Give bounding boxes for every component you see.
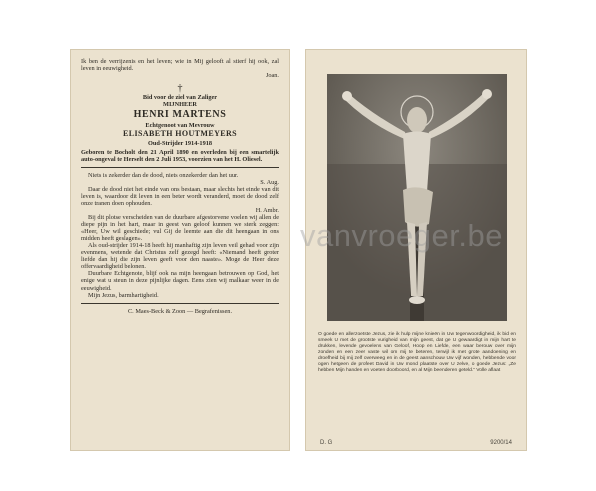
memorial-card-text-side xyxy=(70,49,290,451)
quote-1: Niets is zekerder dan de dood, niets onzekerder dan het uur. xyxy=(88,171,239,179)
cross-icon: † xyxy=(177,83,183,95)
paragraph-5: Duurbare Echtgenote, blijf ook na mijn heengaan betrouwen op God, het enige wat u steun in deze pijnlijke dagen. Eens zien wij malkaar weer in de eeuwigheid. xyxy=(81,270,279,292)
quote-2: Daar de dood niet het einde van ons bestaan, maar slechts het einde van dit leven is, waardoor dit leven in een beter wordt veranderd, moet de dood zelf onze tranen doen ophouden. xyxy=(81,185,279,207)
paragraph-4: Als oud-strijder 1914-18 heeft hij manhaftig zijn leven veil gehad voor zijn evenmens, wetende dat Christus zelf gezegd heeft: «Niemand heeft groter liefde dan hij die zijn leven geeft voor den naaste». Moge de Heer deze offervaardigheid belonen. xyxy=(81,242,279,271)
quote-2-source: H. Ambr. xyxy=(255,206,279,214)
printer-line: C. Maes-Beck & Zoon — Begrafenissen. xyxy=(127,307,233,315)
pray-line: Bid voor de ziel van Zaliger xyxy=(142,94,218,102)
quote-top: Ik ben de verrijzenis en het leven; wie in Mij gelooft al stierf hij ook, zal leven in eeuwigheid. xyxy=(81,58,279,73)
title-mijnheer: MIJNHEER xyxy=(163,101,197,109)
veteran-line: Oud-Strijder 1914-1918 xyxy=(147,139,213,147)
crucifix-image xyxy=(327,74,507,321)
paragraph-3: Bij dit plotse verscheiden van de duurbare afgestorvene voelen wij allen de diepe pijn in het hart, maar in geest van geloof kunnen we sterk zeggen: «Heer, Uw wil geschiede; vul Gij de leemte aan die dit heengaan in ons midden heeft geslagen». xyxy=(81,214,279,243)
watermark: vanvroeger.be xyxy=(300,218,503,253)
quote-1-source: S. Aug. xyxy=(260,178,279,186)
divider xyxy=(81,167,279,168)
crucifix-photo xyxy=(327,74,507,321)
divider xyxy=(81,303,279,304)
paragraph-6: Mijn Jezus, barmhartigheid. xyxy=(88,291,159,299)
quote-top-source: Joan. xyxy=(265,72,279,80)
spouse-name: ELISABETH HOUTMEYERS xyxy=(122,128,238,138)
spouse-of: Echtgenoot van Mevrouw xyxy=(145,121,215,129)
prayer-text: O goede en allerzoetste Jezus, zie ik hulp mijne knieën in Uw tegenwoordigheid, ik bid en smeek U met de grootste vurigheid van mijn geest, dat ge U gewaardigt in mijn hart te drukken, levende gevoelens van Geloof, Hoop en Liefde, een waar berouw over mijn zonden en een zeer vaste wil om mij te beteren, terwijl ik met grote aandoening en droefheid bij mij zelf overweeg en in de geest aanschouw Uw vijf wonden, hebbende voor ogen hetgeen de profeet David in Uw mond plaatste over U zelve, o goede Jezus: „Ze hebben Mijn handen en voeten doorboord, en al Mijn beenderen geteld.” Volle aflaat xyxy=(318,332,516,373)
code-left: D. G xyxy=(320,440,333,446)
deceased-name: HENRI MARTENS xyxy=(133,109,227,121)
code-right: 9200/14 xyxy=(490,440,512,446)
bio-text: Geboren te Bocholt den 21 April 1890 en overleden bij een smartelijk auto-ongeval te Herselt den 2 Juli 1953, voorzien van het H. Oliesel. xyxy=(81,148,279,163)
